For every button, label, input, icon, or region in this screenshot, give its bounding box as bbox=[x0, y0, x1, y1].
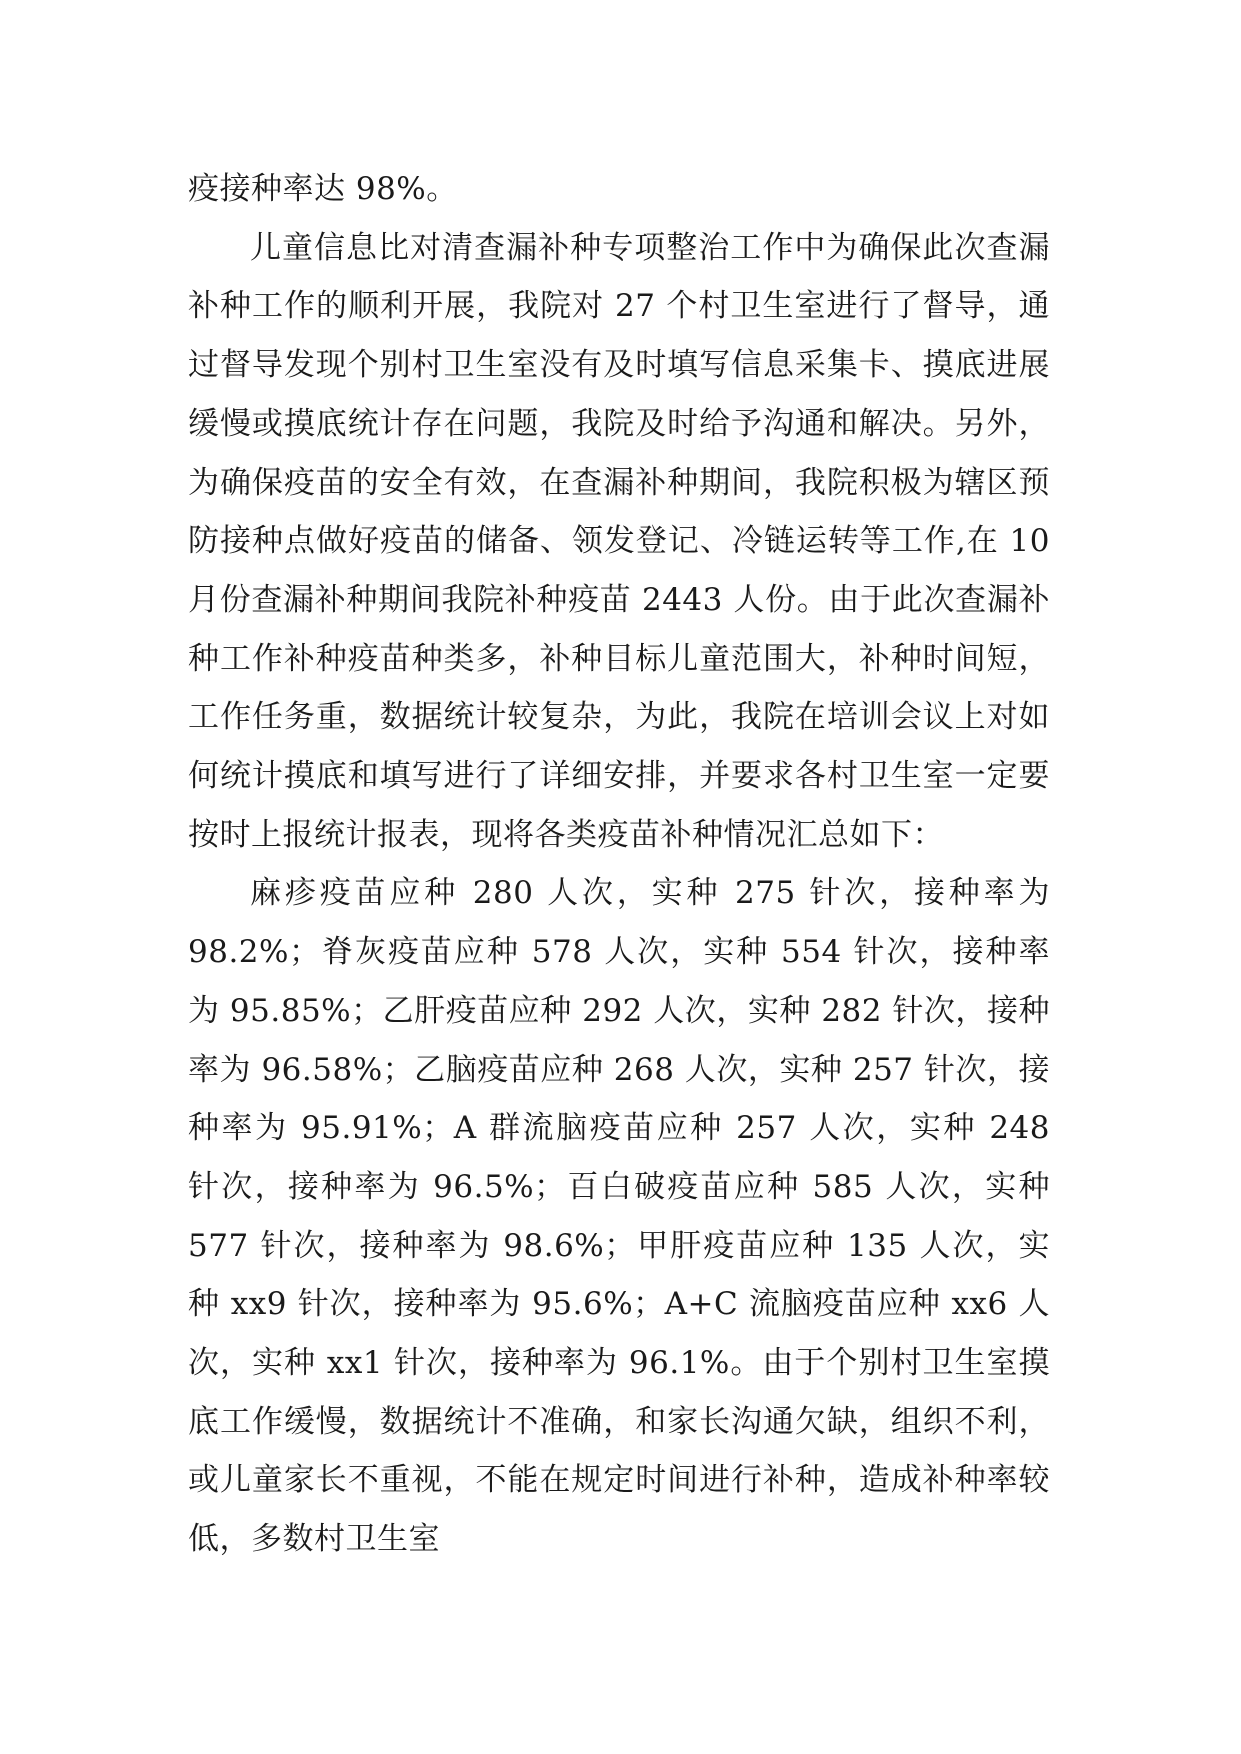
paragraph-vaccine-rates: 麻疹疫苗应种 280 人次，实种 275 针次，接种率为 98.2%；脊灰疫苗应种 578 人次，实种 554 针次，接种率为 95.85%；乙肝疫苗应种 292 人次，实种 282 针次，接种率为 96.58%；乙脑疫苗应种 268 人次，实种 257 针次，接种率为 95.91%；A 群流脑疫苗应种 257 人次，实种 248 针次，接种率为 96.5%；百白破疫苗应种 585 人次，实种 577 针次，接种率为 98.6%；甲肝疫苗应种 135 人次，实种 xx9 针次，接种率为 95.6%；A+C 流脑疫苗应种 xx6 人次，实种 xx1 针次，接种率为 96.1%。由于个别村卫生室摸底工作缓慢，数据统计不准确，和家长沟通欠缺，组织不利，或儿童家长不重视，不能在规定时间进行补种，造成补种率较低，多数村卫生室 bbox=[188, 875, 1050, 1558]
document-body bbox=[188, 160, 1050, 1569]
paragraph-checkup-summary: 儿童信息比对清查漏补种专项整治工作中为确保此次查漏补种工作的顺利开展，我院对 27 个村卫生室进行了督导，通过督导发现个别村卫生室没有及时填写信息采集卡、摸底进展缓慢或摸底统计存在问题，我院及时给予沟通和解决。另外，为确保疫苗的安全有效，在查漏补种期间，我院积极为辖区预防接种点做好疫苗的储备、领发登记、冷链运转等工作,在 10 月份查漏补种期间我院补种疫苗 2443 人份。由于此次查漏补种工作补种疫苗种类多，补种目标儿童范围大，补种时间短，工作任务重，数据统计较复杂，为此，我院在培训会议上对如何统计摸底和填写进行了详细安排，并要求各村卫生室一定要按时上报统计报表，现将各类疫苗补种情况汇总如下： bbox=[188, 229, 1050, 853]
paragraph-continuation: 疫接种率达 98%。 bbox=[188, 171, 458, 207]
